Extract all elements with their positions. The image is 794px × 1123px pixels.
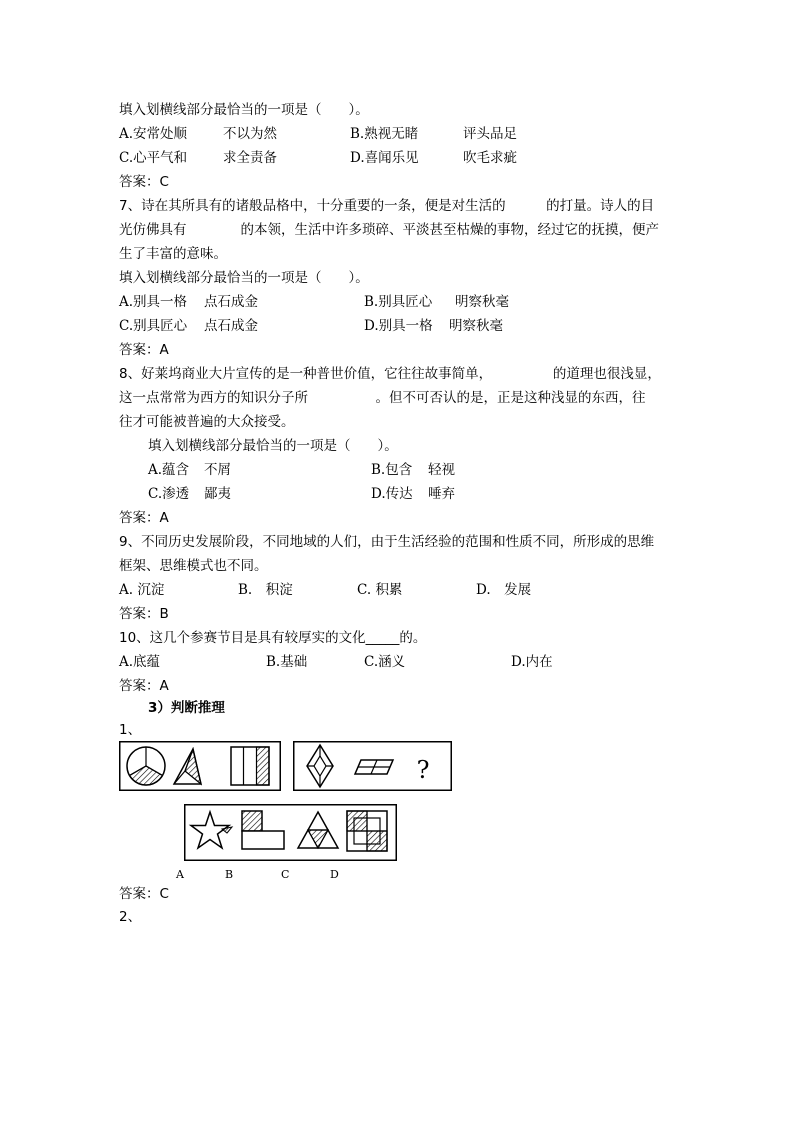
- q8-option-c-second: 鄙夷: [204, 486, 231, 502]
- q6-option-d: D.喜闻乐见: [350, 150, 419, 166]
- q6-option-a-second: 不以为然: [223, 126, 277, 142]
- q9-line-1: 9、不同历史发展阶段，不同地域的人们，由于生活经验的范围和性质不同，所形成的思维: [119, 534, 655, 550]
- q10-option-b: B.基础: [266, 654, 308, 670]
- question-mark: ?: [416, 756, 430, 784]
- q9-option-b: B. 积淀: [238, 582, 293, 598]
- parallelogram-figure: [355, 760, 393, 774]
- q6-option-c: C.心平气和: [119, 150, 188, 166]
- q10-option-d: D.内在: [511, 654, 553, 670]
- q8-line-2: 这一点常常为西方的知识分子所 。但不可否认的是，正是这种浅显的东西，往: [119, 390, 646, 406]
- option-label-a: A: [176, 868, 184, 881]
- square-stripes-figure: [231, 747, 269, 785]
- q7-option-c: C.别具匠心: [119, 318, 188, 334]
- option-label-b: B: [225, 868, 234, 881]
- q7-option-d-second: 明察秋毫: [449, 318, 503, 334]
- q7-option-a-second: 点石成金: [204, 294, 258, 310]
- q6-prompt: 填入划横线部分最恰当的一项是（ ）。: [119, 102, 369, 118]
- q7-line-3: 生了丰富的意味。: [119, 246, 227, 262]
- q6-option-c-second: 求全责备: [223, 150, 277, 166]
- q8-option-a: A.蕴含: [148, 462, 190, 478]
- q9-line-2: 框架、思维模式也不同。: [119, 558, 268, 574]
- q8-option-b: B.包含: [371, 462, 413, 478]
- q7-line-2: 光仿佛具有 的本领，生活中许多琐碎、平淡甚至枯燥的事物，经过它的抚摸，便产: [119, 222, 659, 238]
- diamond-figure: [307, 745, 333, 787]
- q6-option-a: A.安常处顺: [119, 126, 188, 142]
- option-a-star-figure: [191, 812, 232, 848]
- q7-option-d: D.别具一格: [364, 318, 433, 334]
- q8-option-a-second: 不屑: [204, 462, 231, 478]
- q7-option-b: B.别具匠心: [364, 294, 433, 310]
- q6-option-b-second: 评头品足: [463, 126, 517, 142]
- q8-line-1: 8、好莱坞商业大片宣传的是一种普世价值，它往往故事简单， 的道理也很浅显，: [119, 366, 661, 382]
- q9-option-d: D. 发展: [476, 582, 532, 598]
- option-b-lshape-figure: [242, 811, 284, 849]
- q7-option-c-second: 点石成金: [204, 318, 258, 334]
- q6-option-d-second: 吹毛求疵: [463, 150, 517, 166]
- q7-option-a: A.别具一格: [119, 294, 188, 310]
- q7-option-b-second: 明察秋毫: [455, 294, 509, 310]
- q6-answer: 答案：C: [119, 174, 169, 190]
- r1-answer: 答案：C: [119, 886, 169, 902]
- q8-option-d: D.传达: [371, 486, 413, 502]
- circle-thirds-figure: [127, 747, 165, 785]
- q9-option-a: A. 沉淀: [119, 582, 165, 598]
- q10-option-a: A.底蕴: [119, 654, 161, 670]
- section-heading: 3）判断推理: [148, 700, 225, 716]
- sequence-panel-given: [119, 741, 281, 791]
- q8-answer: 答案：A: [119, 510, 169, 526]
- option-label-c: C: [281, 868, 290, 881]
- triangle-hatched-figure: [174, 749, 201, 784]
- q7-prompt: 填入划横线部分最恰当的一项是（ ）。: [119, 270, 369, 286]
- options-panel: [184, 804, 397, 861]
- q10-line: 10、这几个参赛节目是具有较厚实的文化_____的。: [119, 630, 427, 646]
- r2-number: 2、: [119, 909, 142, 925]
- option-c-triangle-figure: [298, 812, 338, 848]
- q7-answer: 答案：A: [119, 342, 169, 358]
- q9-option-c: C. 积累: [357, 582, 403, 598]
- q7-line-1: 7、诗在其所具有的诸般品格中，十分重要的一条，便是对生活的 的打量。诗人的目: [119, 198, 655, 214]
- q8-option-c: C.渗透: [148, 486, 190, 502]
- q8-option-b-second: 轻视: [428, 462, 455, 478]
- q8-option-d-second: 唾弃: [428, 486, 455, 502]
- q6-option-b: B.熟视无睹: [350, 126, 419, 142]
- sequence-panel-query: [293, 741, 452, 791]
- option-d-square-figure: [347, 811, 387, 851]
- q9-answer: 答案：B: [119, 606, 169, 622]
- q8-line-3: 往才可能被普遍的大众接受。: [119, 414, 295, 430]
- r1-number: 1、: [119, 722, 142, 738]
- q10-option-c: C.涵义: [364, 654, 406, 670]
- q8-prompt: 填入划横线部分最恰当的一项是（ ）。: [148, 438, 398, 454]
- q10-answer: 答案：A: [119, 678, 169, 694]
- option-label-d: D: [330, 868, 339, 881]
